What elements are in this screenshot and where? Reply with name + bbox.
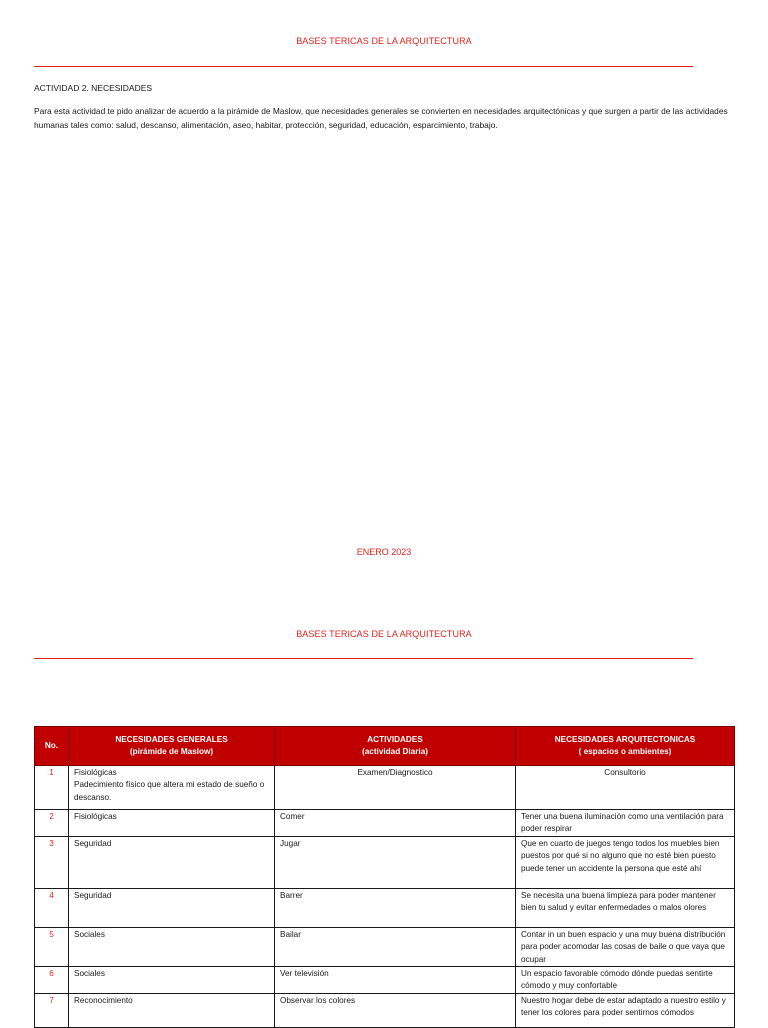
architectural-need-cell: Se necesita una buena limpieza para poder mantener bien tu salud y evitar enfermedades o malos olores xyxy=(516,888,735,927)
activity-cell: Examen/Diagnostico xyxy=(275,766,516,810)
activity-cell: Ver televisión xyxy=(275,967,516,994)
activity-cell: Jugar xyxy=(275,836,516,888)
activity-cell: Barrer xyxy=(275,888,516,927)
header-activities-subtitle: (actividad Diaria) xyxy=(362,747,428,756)
row-number: 1 xyxy=(35,766,69,810)
general-need-cell: Seguridad xyxy=(69,888,275,927)
activity-cell: Observar los colores xyxy=(275,993,516,1027)
header-no: No. xyxy=(35,727,69,766)
general-need-cell: Sociales xyxy=(69,927,275,966)
header-divider xyxy=(34,658,693,659)
row-number: 7 xyxy=(35,993,69,1027)
header-activities xyxy=(275,727,516,766)
activity-instructions: Para esta actividad te pido analizar de acuerdo a la pirámide de Maslow, que necesidades generales se convierten en necesidades arquitectónicas y que surgen a partir de las actividades humanas tales como: salud, descanso, alimentación, aseo, habitar, protección, seguridad, educación, esparcimiento, trabajo. xyxy=(34,106,728,130)
table-body xyxy=(35,766,735,1028)
header-architectural-needs xyxy=(516,727,735,766)
row-number: 5 xyxy=(35,927,69,966)
general-need-cell: Fisiológicas xyxy=(69,810,275,837)
architectural-need-cell: Que en cuarto de juegos tengo todos los muebles bien puestos por qué si no alguno que no esté bien puesto puede tener un accidente la persona que esté ahí xyxy=(516,836,735,888)
architectural-need-cell: Contar in un buen espacio y una muy buena distribución para poder acomodar las cosas de baile o que vaya que ocupar xyxy=(516,927,735,966)
architectural-need-cell: Consultorio xyxy=(516,766,735,810)
row-number: 3 xyxy=(35,836,69,888)
table-row xyxy=(35,810,735,837)
table-row xyxy=(35,888,735,927)
activity-heading: ACTIVIDAD 2. NECESIDADES xyxy=(34,83,153,93)
architectural-need-cell: Nuestro hogar debe de estar adaptado a nuestro estilo y tener los colores para poder sentirnos cómodos xyxy=(516,993,735,1027)
architectural-need-cell: Un espacio favorable cómodo dónde puedas sentirte cómodo y muy confortable xyxy=(516,967,735,994)
row-number: 4 xyxy=(35,888,69,927)
table-row xyxy=(35,967,735,994)
header-general-needs-title: NECESIDADES GENERALES xyxy=(115,735,228,744)
activity-cell: Comer xyxy=(275,810,516,837)
table-row xyxy=(35,836,735,888)
page-header-title: BASES TERICAS DE LA ARQUITECTURA xyxy=(296,36,472,46)
general-need-cell: Sociales xyxy=(69,967,275,994)
general-need-cell: Fisiológicas Padecimiento físico que altera mi estado de sueño o descanso. xyxy=(69,766,275,810)
table-row xyxy=(35,927,735,966)
header-architectural-needs-subtitle: ( espacios o ambientes) xyxy=(578,747,672,756)
table-header-row xyxy=(35,727,735,766)
page-footer-date: ENERO 2023 xyxy=(356,547,412,557)
general-need-cell: Reconocimiento xyxy=(69,993,275,1027)
architectural-need-cell: Tener una buena iluminación como una ventilación para poder respirar xyxy=(516,810,735,837)
row-number: 6 xyxy=(35,967,69,994)
needs-table xyxy=(34,726,735,1028)
table-row xyxy=(35,766,735,810)
general-need-cell: Seguridad xyxy=(69,836,275,888)
header-activities-title: ACTIVIDADES xyxy=(367,735,423,744)
header-divider xyxy=(34,66,693,67)
header-architectural-needs-title: NECESIDADES ARQUITECTONICAS xyxy=(554,735,696,744)
header-general-needs-subtitle: (pirámide de Maslow) xyxy=(129,747,214,756)
activity-cell: Bailar xyxy=(275,927,516,966)
page-header-title: BASES TERICAS DE LA ARQUITECTURA xyxy=(296,629,472,639)
table-row xyxy=(35,993,735,1027)
header-general-needs xyxy=(69,727,275,766)
row-number: 2 xyxy=(35,810,69,837)
